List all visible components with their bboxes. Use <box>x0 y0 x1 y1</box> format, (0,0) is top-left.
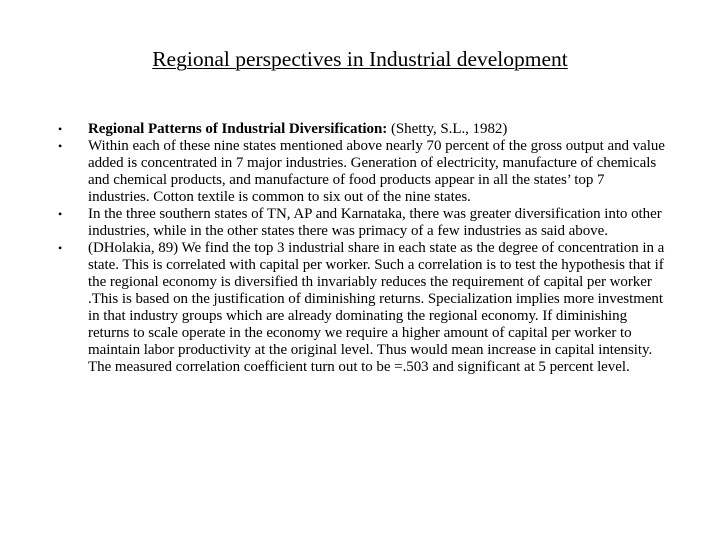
bullet-body-1: (Shetty, S.L., 1982) <box>387 121 508 137</box>
bullet-text-3: In the three southern states of TN, AP and Karnataka, there was greater diversification into other industries, while in the other states there was primacy of a few industries as said above. <box>88 206 662 239</box>
bullet-icon: • <box>58 139 63 153</box>
bullet-icon: • <box>58 241 63 255</box>
bullet-item-2 <box>56 138 666 206</box>
slide-title-text: Regional perspectives in Industrial development <box>152 47 568 71</box>
bullet-text-2: Within each of these nine states mentioned above nearly 70 percent of the gross output and value added is concentrated in 7 major industries. Generation of electricity, manufacture of chemicals and chemical products, and manufacture of food products appear in all the states’ top 7 industries. Cotton textile is common to six out of the nine states. <box>88 138 665 205</box>
slide-title <box>0 46 720 72</box>
bullet-icon: • <box>58 122 63 136</box>
bullet-list <box>56 121 666 376</box>
bullet-icon: • <box>58 207 63 221</box>
bullet-item-4 <box>56 240 666 376</box>
bullet-text-1 <box>88 121 666 138</box>
bullet-item-1 <box>56 121 666 138</box>
bullet-item-3 <box>56 206 666 240</box>
bullet-text-4: (DHolakia, 89) We find the top 3 industrial share in each state as the degree of concentration in a state. This is correlated with capital per worker. Such a correlation is to test the hypothesis that if the regional economy is diversified th invariably reduces the requirement of capital per worker .This is based on the justification of diminishing returns. Specialization implies more investment in that industry groups which are already dominating the regional economy. If diminishing returns to scale operate in the economy we require a higher amount of capital per worker to maintain labor productivity at the original level. Thus would mean increase in capital intensity. The measured correlation coefficient turn out to be =.503 and significant at 5 percent level. <box>88 240 665 375</box>
bullet-lead-1: Regional Patterns of Industrial Diversification: <box>88 121 388 137</box>
